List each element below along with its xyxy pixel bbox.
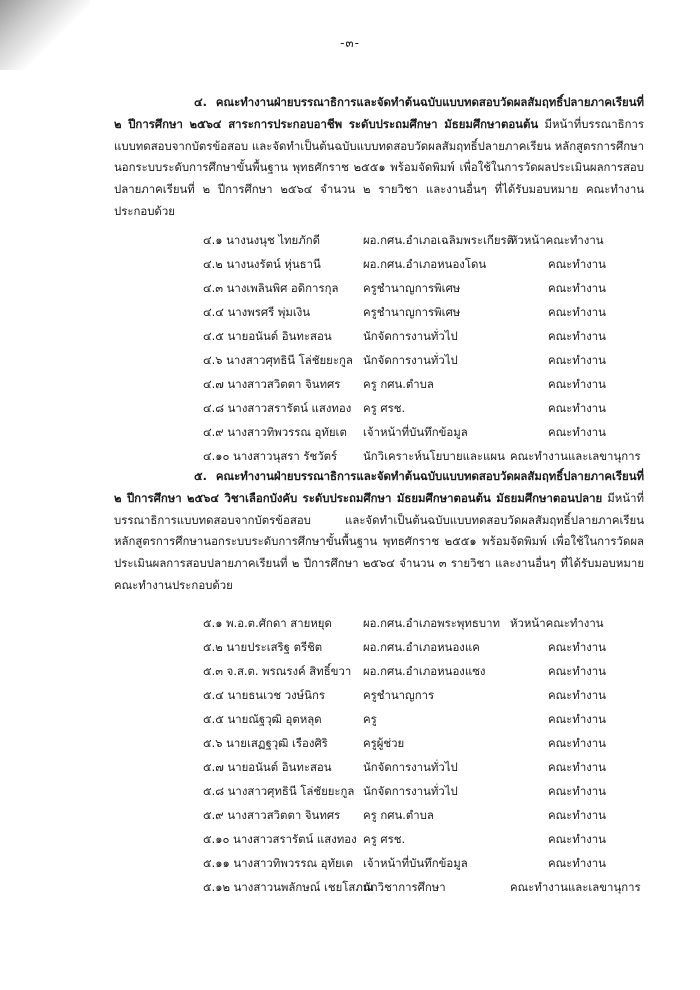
member-role: คณะทำงาน: [548, 257, 606, 271]
member-name: ๕.๗ นายอนันต์ อินทะสอน: [203, 760, 332, 774]
member-position: นักจัดการงานทั่วไป: [363, 784, 458, 798]
member-role: คณะทำงาน: [548, 281, 606, 295]
member-role: คณะทำงาน: [548, 760, 606, 774]
section-5-heading: ๕. คณะทำงานฝ่ายบรรณาธิการและจัดทำต้นฉบับแบบทดสอบวัดผลสัมฤทธิ์ปลายภาคเรียนที่ ๒ ปีการศึกษา ๒๕๖๔ วิชาเลือกบังคับ ระดับประถมศึกษา มัธยมศึกษาตอนต้น มัธยมศึกษาตอนปลาย: [114, 469, 644, 505]
member-position: นักจัดการงานทั่วไป: [363, 329, 458, 343]
member-row: [0, 659, 700, 683]
member-role: หัวหน้าคณะทำงาน: [510, 616, 604, 630]
member-role: คณะทำงาน: [548, 832, 606, 846]
member-name: ๔.๖ นางสาวศุทธินี โล่ชัยยะกูล: [203, 353, 353, 367]
member-name: ๕.๘ นางสาวศุทธินี โล่ชัยยะกูล: [203, 784, 355, 798]
section-4-body: มีหน้าที่บรรณาธิการแบบทดสอบจากบัตรข้อสอบ และจัดทำเป็นต้นฉบับแบบทดสอบวัดผลสัมฤทธิ์ปลายภาคเรียน หลักสูตรการศึกษานอกระบบระดับการศึกษาขั้นพื้นฐาน พุทธศักราช ๒๕๕๑ พร้อมจัดพิมพ์ เพื่อใช้ในการวัดผลประเมินผลการสอบปลายภาคเรียนที่ ๒ ปีการศึกษา ๒๕๖๔ จำนวน ๒ รายวิชา และงานอื่นๆ ที่ได้รับมอบหมาย คณะทำงานประกอบด้วย: [114, 116, 644, 218]
member-position: ครู กศน.ตำบล: [363, 377, 434, 391]
member-role: คณะทำงาน: [548, 688, 606, 702]
member-name: ๕.๔ นายธนเวช วงษ์นิกร: [203, 688, 325, 702]
member-name: ๕.๑๐ นางสาวสรารัตน์ แสงทอง: [203, 832, 357, 846]
member-row: [0, 731, 700, 755]
member-role: หัวหน้าคณะทำงาน: [510, 233, 604, 247]
member-role: คณะทำงาน: [548, 305, 606, 319]
member-row: [0, 396, 700, 420]
member-name: ๕.๕ นายณัฐวุฒิ อุตหลุด: [203, 712, 322, 726]
member-name: ๔.๑๐ นางสาวนุสรา รัชวัตร์: [203, 449, 338, 463]
member-role: คณะทำงาน: [548, 353, 606, 367]
section-5-body: มีหน้าที่บรรณาธิการแบบทดสอบจากบัตรข้อสอบ และจัดทำเป็นต้นฉบับแบบทดสอบวัดผลสัมฤทธิ์ปลายภาคเรียน หลักสูตรการศึกษานอกระบบระดับการศึกษาขั้นพื้นฐาน พุทธศักราช ๒๕๕๑ พร้อมจัดพิมพ์ เพื่อใช้ในการวัดผลประเมินผลการสอบปลายภาคเรียนที่ ๒ ปีการศึกษา ๒๕๖๔ จำนวน ๓ รายวิชา และงานอื่นๆ ที่ได้รับมอบหมาย คณะทำงานประกอบด้วย: [114, 490, 644, 592]
page-number: -๓-: [340, 36, 360, 50]
member-position: ผอ.กศน.อำเภอพระพุทธบาท: [363, 616, 500, 630]
member-row: [0, 276, 700, 300]
section-4-member-list: [0, 228, 700, 468]
member-row: [0, 228, 700, 252]
member-name: ๔.๑ นางนงนุช ไทยภักดี: [203, 233, 321, 247]
member-name: ๔.๘ นางสาวสรารัตน์ แสงทอง: [203, 401, 352, 415]
member-name: ๕.๙ นางสาวสวิตตา จินทศร: [203, 808, 341, 822]
member-row: [0, 707, 700, 731]
member-position: ผอ.กศน.อำเภอหนองแซง: [363, 664, 486, 678]
member-position: ผอ.กศน.อำเภอหนองแค: [363, 640, 480, 654]
member-name: ๕.๑๑ นางสาวทิพวรรณ อุทัยเต: [203, 856, 353, 870]
member-role: คณะทำงาน: [548, 640, 606, 654]
member-position: นักจัดการงานทั่วไป: [363, 760, 458, 774]
member-name: ๔.๒ นางนงรัตน์ หุ่นธานี: [203, 257, 321, 271]
member-name: ๔.๗ นางสาวสวิตตา จินทศร: [203, 377, 341, 391]
member-role: คณะทำงาน: [548, 377, 606, 391]
member-row: [0, 420, 700, 444]
member-name: ๔.๕ นายอนันต์ อินทะสอน: [203, 329, 332, 343]
member-position: ครูชำนาญการพิเศษ: [363, 305, 461, 319]
member-name: ๕.๑๒ นางสาวนพลักษณ์ เชยโสภณ: [203, 880, 374, 894]
member-name: ๕.๖ นายเสฏฐวุฒิ เรืองศิริ: [203, 736, 328, 750]
member-row: [0, 372, 700, 396]
member-name: ๔.๓ นางเพลินพิศ อดิการกุล: [203, 281, 339, 295]
member-position: นักวิชาการศึกษา: [363, 880, 446, 894]
member-row: [0, 683, 700, 707]
member-role: คณะทำงานและเลขานุการ: [510, 880, 641, 894]
member-position: นักจัดการงานทั่วไป: [363, 353, 458, 367]
member-role: คณะทำงาน: [548, 401, 606, 415]
member-row: [0, 635, 700, 659]
member-role: คณะทำงาน: [548, 808, 606, 822]
member-row: [0, 755, 700, 779]
member-row: [0, 827, 700, 851]
member-row: [0, 803, 700, 827]
member-role: คณะทำงาน: [548, 425, 606, 439]
member-position: ครู กศน.ตำบล: [363, 808, 434, 822]
member-row: [0, 779, 700, 803]
member-position: เจ้าหน้าที่บันทึกข้อมูล: [363, 425, 468, 439]
section-4-heading: ๔. คณะทำงานฝ่ายบรรณาธิการและจัดทำต้นฉบับแบบทดสอบวัดผลสัมฤทธิ์ปลายภาคเรียนที่ ๒ ปีการศึกษา ๒๕๖๔ สาระการประกอบอาชีพ ระดับประถมศึกษา มัธยมศึกษาตอนต้น: [114, 95, 644, 131]
member-position: ครูผู้ช่วย: [363, 736, 405, 750]
member-name: ๔.๔ นางพรศรี พุ่มเงิน: [203, 305, 311, 319]
member-row: [0, 611, 700, 635]
member-role: คณะทำงาน: [548, 712, 606, 726]
member-role: คณะทำงาน: [548, 329, 606, 343]
member-position: ผอ.กศน.อำเภอหนองโดน: [363, 257, 487, 271]
member-position: เจ้าหน้าที่บันทึกข้อมูล: [363, 856, 468, 870]
member-position: ครู ศรช.: [363, 401, 406, 415]
member-row: [0, 252, 700, 276]
member-name: ๕.๑ พ.อ.ต.ศักดา สายหยุด: [203, 616, 332, 630]
member-position: นักวิเคราะห์นโยบายและแผน: [363, 449, 505, 463]
member-role: คณะทำงาน: [548, 736, 606, 750]
section-4-paragraph: [114, 92, 644, 223]
member-role: คณะทำงาน: [548, 784, 606, 798]
member-row: [0, 348, 700, 372]
member-role: คณะทำงาน: [548, 664, 606, 678]
section-5-paragraph: [114, 466, 644, 597]
member-name: ๔.๙ นางสาวทิพวรรณ อุทัยเต: [203, 425, 347, 439]
member-row: [0, 875, 700, 899]
member-role: คณะทำงาน: [548, 856, 606, 870]
member-position: ผอ.กศน.อำเภอเฉลิมพระเกียรติ: [363, 233, 515, 247]
member-row: [0, 324, 700, 348]
member-position: ครู ศรช.: [363, 832, 406, 846]
section-5-member-list: [0, 611, 700, 899]
member-name: ๕.๒ นายประเสริฐ ตรีชิต: [203, 640, 323, 654]
member-row: [0, 444, 700, 468]
member-name: ๕.๓ จ.ส.ต. พรณรงค์ สิทธิ์ขวา: [203, 664, 352, 678]
member-row: [0, 851, 700, 875]
member-row: [0, 300, 700, 324]
member-position: ครู: [363, 712, 377, 726]
member-role: คณะทำงานและเลขานุการ: [510, 449, 641, 463]
member-position: ครูชำนาญการพิเศษ: [363, 281, 461, 295]
member-position: ครูชำนาญการ: [363, 688, 435, 702]
